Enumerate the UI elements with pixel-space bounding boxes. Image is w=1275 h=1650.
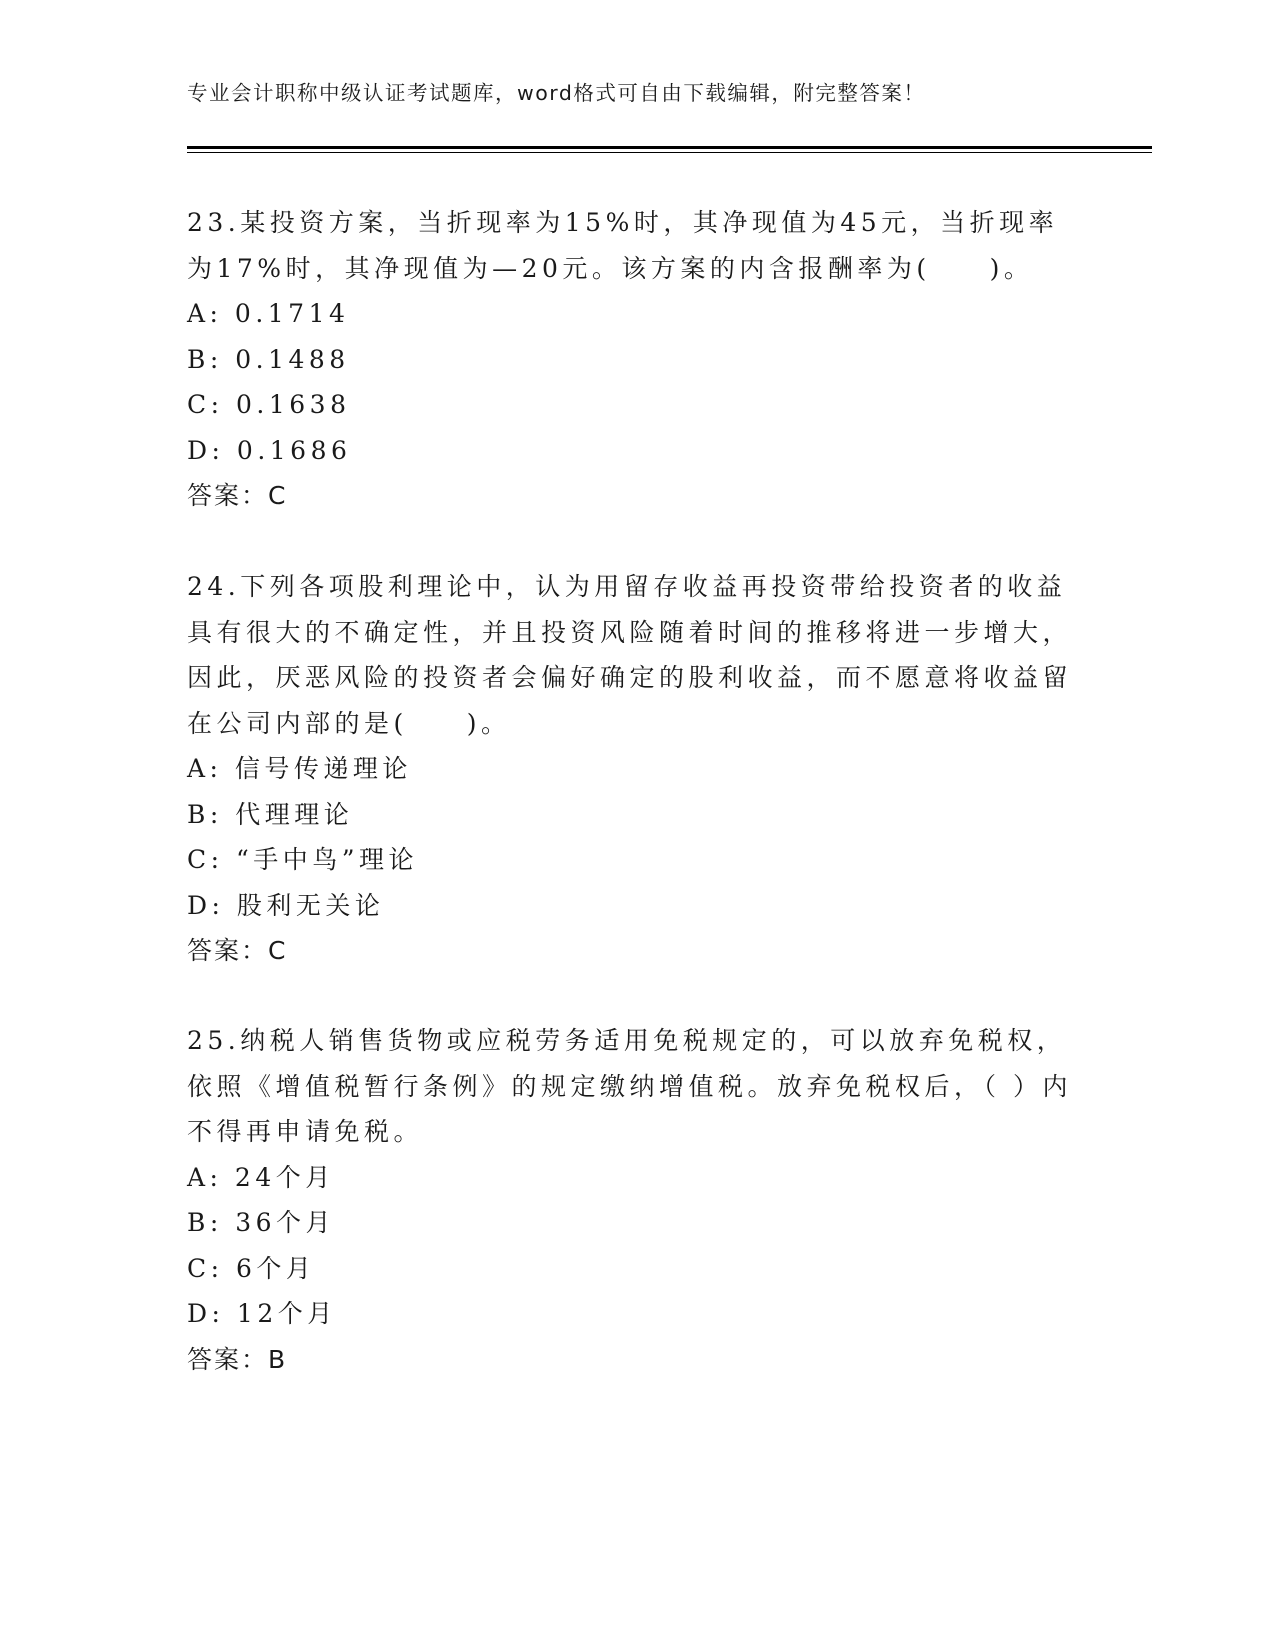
question-25 xyxy=(187,1018,1087,1382)
answer: 答案：B xyxy=(187,1344,288,1374)
option-b: B: 代理理论 xyxy=(187,799,354,829)
option-a: A: 信号传递理论 xyxy=(187,754,412,783)
option-c: C: 6个月 xyxy=(187,1253,316,1283)
question-stem: 24.下列各项股利理论中，认为用留存收益再投资带给投资者的收益具有很大的不确定性，并且投资风险随着时间的推移将进一步增大，因此，厌恶风险的投资者会偏好确定的股利收益，而不愿意将收益留在公司内部的是( )。 xyxy=(187,572,1073,738)
answer: 答案：C xyxy=(187,936,288,965)
option-c: C: 0.1638 xyxy=(187,390,351,419)
option-b: B: 36个月 xyxy=(187,1208,336,1237)
option-a: A: 24个月 xyxy=(187,1162,335,1192)
option-d: D: 股利无关论 xyxy=(187,890,385,920)
header-rule-thick xyxy=(187,146,1152,149)
question-23 xyxy=(187,200,1087,519)
question-stem: 25.纳税人销售货物或应税劳务适用免税规定的，可以放弃免税权，依照《增值税暂行条例》的规定缴纳增值税。放弃免税权后，（ ）内不得再申请免税。 xyxy=(187,1026,1072,1146)
option-b: B: 0.1488 xyxy=(187,344,350,374)
option-d: D: 12个月 xyxy=(187,1299,337,1328)
option-a: A: 0.1714 xyxy=(187,299,350,328)
question-24 xyxy=(187,564,1087,974)
question-stem: 23.某投资方案，当折现率为15%时，其净现值为45元，当折现率为17%时，其净现值为—20元。该方案的内含报酬率为( )。 xyxy=(187,208,1059,283)
option-c: C: “手中鸟”理论 xyxy=(187,845,419,874)
answer: 答案：C xyxy=(187,481,288,510)
page-header: 专业会计职称中级认证考试题库，word格式可自由下载编辑，附完整答案！ xyxy=(187,81,926,105)
option-d: D: 0.1686 xyxy=(187,435,352,465)
header-rule-thin xyxy=(187,152,1152,153)
